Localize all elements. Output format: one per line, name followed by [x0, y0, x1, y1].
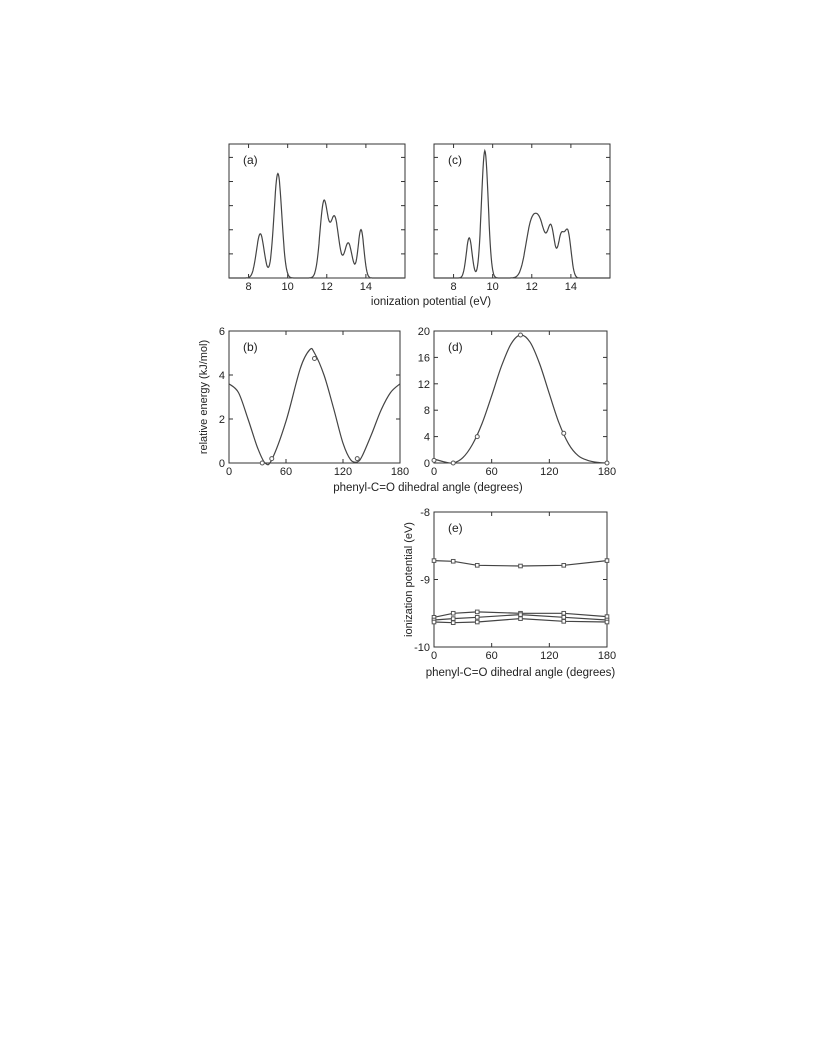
data-point	[605, 559, 609, 563]
y-tick-label: 6	[218, 326, 225, 338]
x-tick-label: 180	[390, 466, 410, 478]
data-point	[519, 564, 523, 568]
y-tick-label: 2	[218, 414, 225, 426]
x-tick-label: 0	[430, 466, 438, 478]
x-tick-label: 10	[281, 281, 294, 293]
y-tick-label: 12	[417, 378, 430, 391]
data-point	[475, 564, 479, 568]
data-point	[475, 620, 479, 624]
data-point	[451, 621, 455, 625]
y-tick-label: 8	[423, 405, 430, 418]
x-tick-label: 120	[540, 466, 559, 478]
y-tick-label: 4	[218, 370, 225, 382]
x-tick-label: 0	[225, 466, 233, 478]
data-point	[562, 611, 566, 615]
x-tick-label: 120	[333, 466, 353, 478]
data-point	[313, 357, 317, 361]
data-point	[451, 559, 455, 563]
data-point	[562, 620, 566, 624]
shared-xlabel-top: ionization potential (eV)	[370, 296, 492, 308]
panel-label: (e)	[448, 521, 463, 535]
x-tick-label: 14	[359, 281, 373, 293]
data-point	[451, 611, 455, 615]
panel-a-ionization-spectrum	[229, 144, 405, 293]
data-point	[451, 617, 455, 621]
data-point	[260, 461, 264, 465]
x-axis-label: phenyl-C=O dihedral angle (degrees)	[425, 667, 616, 679]
data-point	[475, 616, 479, 620]
x-tick-label: 14	[564, 281, 578, 293]
x-tick-label: 8	[245, 281, 252, 293]
panel-label: (d)	[448, 340, 463, 354]
panel-c-ionization-spectrum	[434, 144, 610, 293]
x-tick-label: 60	[279, 466, 293, 478]
y-tick-label: 0	[218, 458, 225, 470]
y-tick-label: 0	[423, 458, 430, 470]
data-point	[562, 431, 566, 435]
x-tick-label: 180	[597, 466, 617, 478]
energy-curve	[229, 348, 400, 464]
x-tick-label: 10	[486, 281, 499, 293]
y-axis-label: ionization potential (eV)	[403, 522, 415, 637]
x-tick-label: 60	[485, 650, 498, 662]
data-point	[562, 564, 566, 568]
panel-d-relative-energy	[418, 326, 616, 478]
data-point	[432, 620, 436, 624]
y-tick-label: -8	[420, 507, 430, 519]
panel-b-relative-energy	[198, 326, 409, 478]
data-point	[270, 457, 274, 461]
x-tick-label: 120	[540, 650, 559, 662]
y-tick-label: 16	[417, 352, 430, 365]
data-point	[432, 458, 436, 462]
data-point	[605, 620, 609, 624]
data-point	[355, 457, 359, 461]
x-tick-label: 0	[430, 650, 438, 662]
data-point	[475, 435, 479, 439]
y-tick-label: 20	[417, 326, 430, 338]
x-tick-label: 8	[450, 281, 457, 293]
spectrum-line	[434, 151, 610, 278]
data-point	[475, 610, 479, 614]
y-tick-label: -9	[420, 574, 430, 587]
data-point	[519, 613, 523, 617]
shared-xlabel-mid: phenyl-C=O dihedral angle (degrees)	[333, 482, 523, 494]
x-tick-label: 12	[320, 281, 333, 293]
panel-e-ionization-potential	[403, 507, 616, 679]
panel-label: (c)	[448, 153, 462, 167]
y-tick-label: 4	[423, 431, 430, 444]
data-point	[519, 333, 523, 337]
data-point	[451, 461, 455, 465]
x-tick-label: 60	[485, 466, 498, 478]
y-axis-label: relative energy (kJ/mol)	[198, 339, 210, 455]
panel-label: (a)	[243, 153, 258, 167]
x-tick-label: 180	[597, 650, 617, 662]
data-point	[562, 616, 566, 620]
y-tick-label: -10	[414, 642, 430, 654]
x-tick-label: 12	[525, 281, 538, 293]
spectrum-line	[229, 174, 405, 279]
data-point	[432, 559, 436, 563]
panel-label: (b)	[243, 340, 258, 354]
data-point	[519, 617, 523, 621]
data-point	[605, 461, 609, 465]
energy-curve	[434, 335, 607, 463]
